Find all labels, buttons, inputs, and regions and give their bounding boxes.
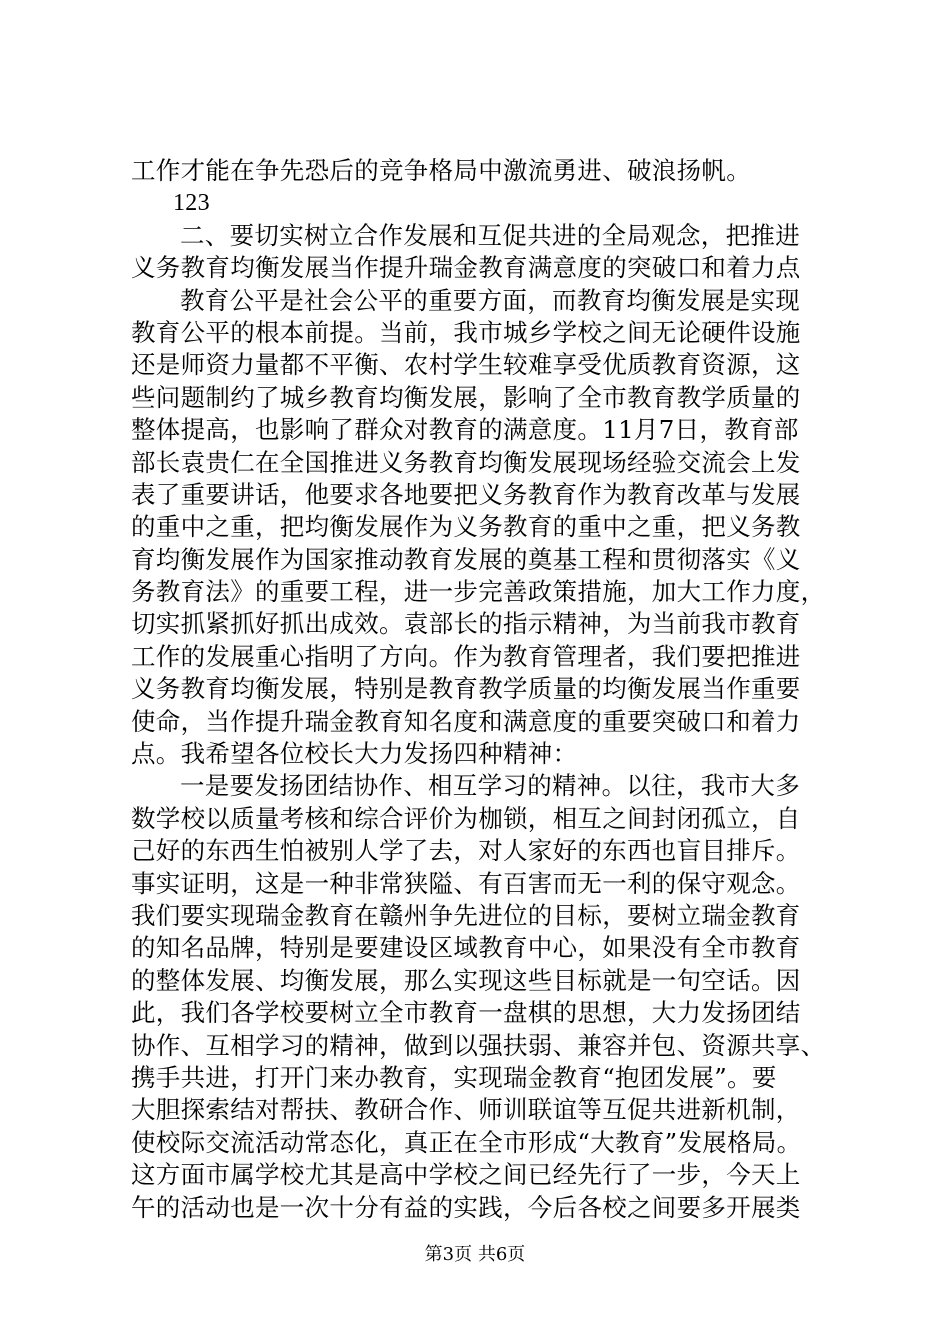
text-line: 务教育法》的重要工程，进一步完善政策措施，加大工作力度， [131,577,826,607]
text-line: 使命，当作提升瑞金教育知名度和满意度的重要突破口和着力 [131,706,801,736]
text-line: 协作、互相学习的精神，做到以强扶弱、兼容并包、资源共享、 [131,1030,826,1060]
text-line: 此，我们各学校要树立全市教育一盘棋的思想，大力发扬团结 [131,998,801,1028]
text-line: 教育公平的根本前提。当前，我市城乡学校之间无论硬件设施 [131,317,801,347]
section-heading-line: 义务教育均衡发展当作提升瑞金教育满意度的突破口和着力点 [131,253,801,283]
text-line: 整体提高，也影响了群众对教育的满意度。11月7日，教育部 [131,415,799,445]
page-number-label: 第3页 共6页 [424,1244,526,1265]
text-line: 育均衡发展作为国家推动教育发展的奠基工程和贯彻落实《义 [131,544,801,574]
text-line: 工作才能在争先恐后的竞争格局中激流勇进、破浪扬帆。 [131,156,751,185]
text-line: 部长袁贵仁在全国推进义务教育均衡发展现场经验交流会上发 [131,447,801,477]
text-line: 我们要实现瑞金教育在赣州争先进位的目标，要树立瑞金教育 [131,900,801,930]
text-line: 的重中之重，把均衡发展作为义务教育的重中之重，把义务教 [131,512,801,542]
page-number-fragment: 123 [173,190,210,217]
text-line: 工作的发展重心指明了方向。作为教育管理者，我们要把推进 [131,641,801,671]
text-line: 表了重要讲话，他要求各地要把义务教育作为教育改革与发展 [131,479,801,509]
text-line: 使校际交流活动常态化，真正在全市形成“大教育”发展格局。 [131,1127,802,1157]
text-line: 大胆探索结对帮扶、教研合作、师训联谊等互促共进新机制， [131,1095,801,1125]
paragraph-start-line: 一是要发扬团结协作、相互学习的精神。以往，我市大多 [180,771,800,801]
text-line: 携手共进，打开门来办教育，实现瑞金教育“抱团发展”。要 [131,1062,777,1092]
text-line: 事实证明，这是一种非常狭隘、有百害而无一利的保守观念。 [131,868,801,898]
text-line: 己好的东西生怕被别人学了去，对人家好的东西也盲目排斥。 [131,836,801,866]
section-heading-line: 二、要切实树立合作发展和互促共进的全局观念，把推进 [180,220,800,250]
text-line: 数学校以质量考核和综合评价为枷锁，相互之间封闭孤立，自 [131,803,801,833]
text-line: 义务教育均衡发展，特别是教育教学质量的均衡发展当作重要 [131,674,801,704]
text-line: 点。我希望各位校长大力发扬四种精神： [131,739,578,769]
text-line: 切实抓紧抓好抓出成效。袁部长的指示精神，为当前我市教育 [131,609,801,639]
text-line: 这方面市属学校尤其是高中学校之间已经先行了一步，今天上 [131,1160,801,1190]
text-line: 的知名品牌，特别是要建设区域教育中心，如果没有全市教育 [131,933,801,963]
text-line: 的整体发展、均衡发展，那么实现这些目标就是一句空话。因 [131,965,801,995]
text-line: 些问题制约了城乡教育均衡发展，影响了全市教育教学质量的 [131,382,801,412]
page-footer [0,1244,950,1266]
paragraph-start-line: 教育公平是社会公平的重要方面，而教育均衡发展是实现 [180,285,800,315]
text-line: 还是师资力量都不平衡、农村学生较难享受优质教育资源，这 [131,350,801,380]
document-body [131,155,831,1224]
text-line: 午的活动也是一次十分有益的实践，今后各校之间要多开展类 [131,1192,801,1222]
